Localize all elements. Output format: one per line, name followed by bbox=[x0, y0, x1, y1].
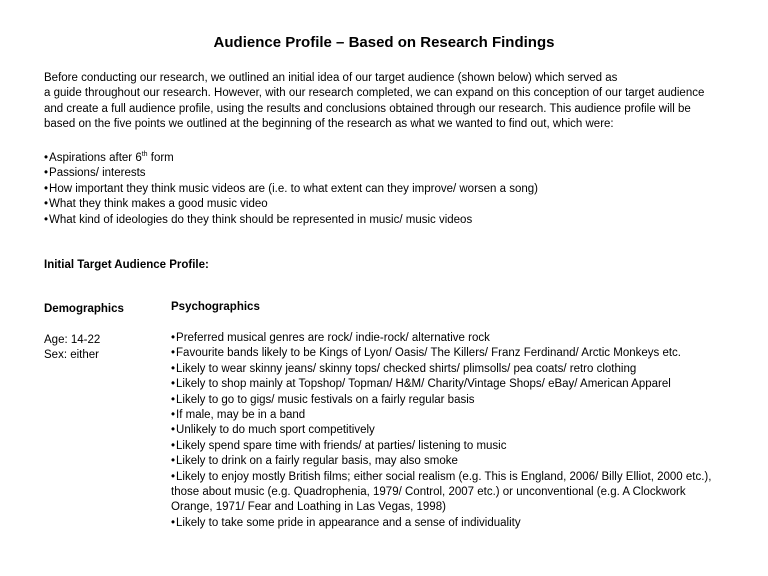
demographics-list bbox=[44, 333, 100, 364]
list-item bbox=[171, 454, 741, 469]
list-item bbox=[171, 331, 741, 346]
psychographics-list bbox=[171, 331, 741, 531]
list-item-text: those about music (e.g. Quadrophenia, 1979/ Control, 2007 etc.) or unconventional (e.g. A Clockwork bbox=[171, 486, 686, 499]
list-item bbox=[171, 439, 741, 454]
list-item-text: form bbox=[147, 152, 174, 164]
bullet: • bbox=[44, 213, 49, 226]
list-item-text: Likely to shop mainly at Topshop/ Topman/ H&M/ Charity/Vintage Shops/ eBay/ American Apparel bbox=[176, 378, 671, 391]
list-item-text: Likely to go to gigs/ music festivals on a fairly regular basis bbox=[176, 393, 475, 406]
intro-paragraph bbox=[44, 71, 744, 133]
list-item bbox=[44, 166, 538, 181]
bullet: • bbox=[171, 409, 176, 422]
list-item-text: If male, may be in a band bbox=[176, 409, 306, 422]
page-title: Audience Profile – Based on Research Findings bbox=[213, 34, 555, 51]
demographic-age: Age: 14-22 bbox=[44, 334, 101, 346]
list-item bbox=[44, 197, 538, 212]
list-item bbox=[44, 151, 538, 166]
list-item bbox=[171, 362, 741, 377]
list-item bbox=[171, 346, 741, 361]
list-item bbox=[171, 408, 741, 423]
list-item-text: Aspirations after 6 bbox=[49, 152, 142, 164]
list-item bbox=[171, 377, 741, 392]
bullet: • bbox=[44, 182, 49, 195]
bullet: • bbox=[171, 455, 176, 468]
research-points-list bbox=[44, 151, 538, 228]
intro-line: Before conducting our research, we outlined an initial idea of our target audience (shown below) which served as bbox=[44, 72, 618, 84]
bullet: • bbox=[44, 152, 49, 164]
list-item-text: Likely spend spare time with friends/ at parties/ listening to music bbox=[176, 439, 507, 452]
bullet: • bbox=[171, 347, 176, 360]
bullet: • bbox=[171, 362, 176, 375]
list-item-text: Unlikely to do much sport competitively bbox=[176, 424, 375, 437]
bullet: • bbox=[171, 470, 176, 483]
demographics-heading: Demographics bbox=[44, 303, 124, 315]
intro-line: a guide throughout our research. However, with our research completed, we can expand on this conception of our target audience bbox=[44, 87, 705, 100]
list-item-text: Preferred musical genres are rock/ indie-rock/ alternative rock bbox=[176, 332, 490, 344]
demographic-sex: Sex: either bbox=[44, 349, 99, 362]
bullet: • bbox=[171, 378, 176, 391]
bullet: • bbox=[171, 332, 176, 344]
list-item-text: Orange, 1971/ Fear and Loathing in Las Vegas, 1998) bbox=[171, 501, 446, 514]
intro-line: and create a full audience profile, using the results and conclusions obtained through our research. This audience profile will be bbox=[44, 102, 691, 115]
list-item bbox=[171, 470, 741, 516]
bullet: • bbox=[171, 439, 176, 452]
list-item-text: Likely to drink on a fairly regular basis, may also smoke bbox=[176, 455, 458, 468]
list-item-text: Likely to enjoy mostly British films; either social realism (e.g. This is England, 2006/ Billy Elliot, 2000 etc.), bbox=[176, 470, 712, 483]
list-item-text: Passions/ interests bbox=[49, 167, 146, 180]
list-item-text: What they think makes a good music video bbox=[49, 198, 268, 211]
bullet: • bbox=[171, 424, 176, 437]
psychographics-heading: Psychographics bbox=[171, 301, 260, 313]
list-item-text: Likely to wear skinny jeans/ skinny tops/ checked shirts/ plimsolls/ pea coats/ retro clothing bbox=[176, 362, 637, 375]
initial-profile-heading: Initial Target Audience Profile: bbox=[44, 259, 209, 271]
list-item bbox=[44, 182, 538, 197]
list-item bbox=[171, 516, 741, 531]
bullet: • bbox=[44, 198, 49, 211]
intro-line: based on the five points we outlined at the beginning of the research as what we wanted to find out, which were: bbox=[44, 118, 614, 131]
list-item-text: Likely to take some pride in appearance and a sense of individuality bbox=[176, 516, 521, 529]
bullet: • bbox=[171, 393, 176, 406]
list-item bbox=[44, 213, 538, 228]
bullet: • bbox=[171, 516, 176, 529]
bullet: • bbox=[44, 167, 49, 180]
list-item-text: What kind of ideologies do they think should be represented in music/ music videos bbox=[49, 213, 473, 226]
list-item bbox=[171, 393, 741, 408]
list-item-text: How important they think music videos are (i.e. to what extent can they improve/ worsen a song) bbox=[49, 182, 539, 195]
list-item bbox=[171, 423, 741, 438]
ordinal-suffix: th bbox=[141, 151, 148, 159]
list-item-text: Favourite bands likely to be Kings of Lyon/ Oasis/ The Killers/ Franz Ferdinand/ Arctic Monkeys etc. bbox=[176, 347, 681, 360]
